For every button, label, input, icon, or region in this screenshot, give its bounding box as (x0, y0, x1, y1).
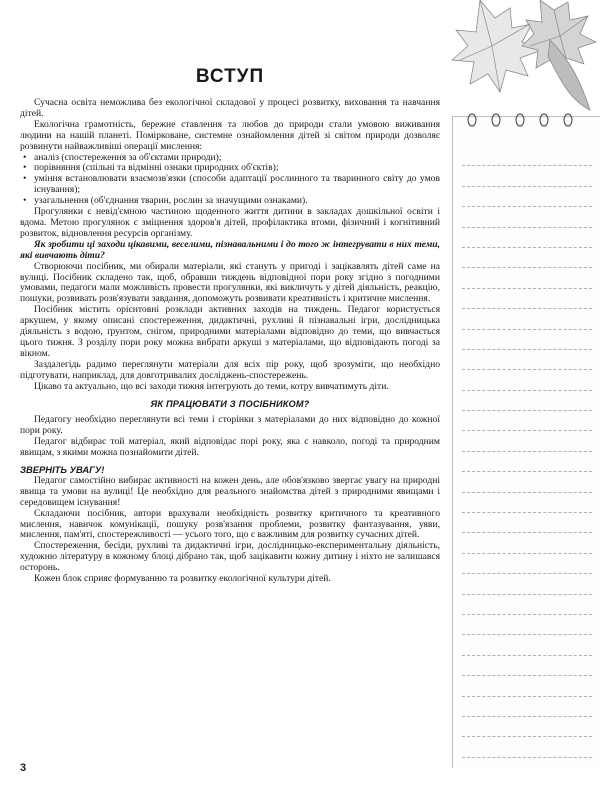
note-line (462, 370, 592, 390)
list-item: • уміння встановлювати взаємозв'язки (способи адаптації рослинного та тваринного світу до умов існування); (20, 174, 440, 196)
attention-paragraph: Педагог самостійно вибирає активності на кожен день, але обов'язково звертає увагу на природні явища та умови на вулиці! Це необхідно для реального знайомства дітей з природними явищами і середовищем існування! (20, 474, 440, 508)
intro-paragraph: Сучасна освіта неможлива без екологічної складової у процесі розвитку, виховання та навчання дітей. (20, 97, 440, 119)
note-line (462, 289, 592, 309)
body-paragraph: Створюючи посібник, ми обирали матеріали, які стануть у пригоді і зацікавлять дітей саме на вулиці. Посібник складено так, щоб, обравши тиждень відповідної пори року згідно з погодними умовами, педагоги мали можливість провести прогулянки, які викличуть у дітей діяльність, реакцію, пошуки, розвивать розв'язувати завдання, допоможуть розвивати креативність і критичне мислення. (20, 260, 440, 305)
notes-lines (462, 146, 592, 758)
body-paragraph: Посібник містить орієнтовні розклади активних заходів на тиждень. Педагог користується аркушем, у якому описані спостереження, дидактичні, рухливі й пізнавальні ігри, дослідницька діяльність з водою, ґрунтом, снігом, природними матеріалами відповідно до теми, що вивчається цього тижня. З розділу пори року можна вибрати аркуші з матеріалами, що відповідають погоді за вікном. (20, 304, 440, 359)
note-line (462, 595, 592, 615)
notebook-spiral-icon (458, 110, 578, 130)
note-line (462, 615, 592, 635)
list-item: • узагальнення (об'єднання тварин, рослин за значущими ознаками). (20, 196, 440, 207)
section-heading: ЯК ПРАЦЮВАТИ З ПОСІБНИКОМ? (150, 399, 310, 410)
note-line (462, 635, 592, 655)
body-paragraph: Заздалегідь радимо переглянути матеріали для всіх пір року, щоб зрозуміти, що необхідно підготувати, наприклад, для довготривалих досліджень-спостережень. (20, 358, 440, 381)
note-line (462, 574, 592, 594)
note-line (462, 268, 592, 288)
list-item: • порівняння (спільні та відмінні ознаки природних об'єктів); (20, 163, 440, 174)
note-line (462, 452, 592, 472)
walks-paragraph: Прогулянки є невід'ємною частиною щоденного життя дитини в закладах дошкільної освіти і вдома. Метою прогулянок є зміцнення здоров'я дітей, профілактика втоми, фізичний і когнітивний розвиток, відновлення ресурсів організму. (20, 206, 440, 239)
main-text-column (20, 98, 440, 585)
note-line (462, 350, 592, 370)
note-line (462, 248, 592, 268)
attention-paragraph: Складаючи посібник, автори врахували необхідність розвитку критичного та креативного мислення, навичок комунікації, пошуку розв'язання проблеми, розвитку фантазування, уяви, мислення, пам'яті, спостережливості — усього того, що є важливим для розвитку сучасних дітей. (20, 507, 440, 541)
section-paragraph: Педагогу необхідно переглянути всі теми і сторінки з матеріалами до них відповідно до кожної пори року. (20, 414, 440, 437)
page-number: 3 (20, 762, 27, 774)
note-line (462, 309, 592, 329)
question-paragraph: Як зробити ці заходи цікавими, веселими, пізнавальними і до того ж інтегрувати в них теми, які вивчають діти? (20, 238, 440, 261)
leaf-decoration-icon (420, 0, 600, 120)
note-line (462, 737, 592, 757)
note-line (462, 207, 592, 227)
attention-paragraph: Спостереження, бесіди, рухливі та дидактичні ігри, дослідницько-експериментальну діяльність, художню літературу в кожному блоці дібрано так, щоб зацікавити кожну дитину і ніхто не залишався осторонь. (20, 540, 440, 574)
note-line (462, 166, 592, 186)
note-line (462, 472, 592, 492)
thinking-operations-list (20, 153, 440, 208)
note-line (462, 676, 592, 696)
note-line (462, 187, 592, 207)
intro-paragraph: Екологічна грамотність, бережне ставлення та любов до природи стали умовою виживання людини на нашій планеті. Помірковане, системне ознайомлення дітей зі світом природи дозволяє розвинути найважливіші операції мислення: (20, 118, 440, 152)
page-title: ВСТУП (195, 66, 265, 87)
note-line (462, 330, 592, 350)
note-line (462, 391, 592, 411)
note-line (462, 533, 592, 553)
note-line (462, 656, 592, 676)
section-paragraph: Педагог відбирає той матеріал, який відповідає порі року, яка є навколо, погоді та природним явищам, з якими можна познайомити дітей. (20, 436, 440, 459)
note-line (462, 228, 592, 248)
note-line (462, 493, 592, 513)
body-paragraph: Цікаво та актуально, що всі заходи тижня інтегрують до теми, котру вивчатимуть діти. (34, 380, 389, 392)
list-item: • аналіз (спостереження за об'єктами природи); (20, 153, 440, 164)
attention-label: ЗВЕРНІТЬ УВАГУ! (20, 464, 105, 475)
note-line (462, 717, 592, 737)
note-line (462, 513, 592, 533)
note-line (462, 431, 592, 451)
note-line (462, 554, 592, 574)
note-line (462, 146, 592, 166)
note-line (462, 411, 592, 431)
note-line (462, 697, 592, 717)
attention-paragraph: Кожен блок сприяє формуванню та розвитку екологічної культури дітей. (34, 573, 331, 585)
